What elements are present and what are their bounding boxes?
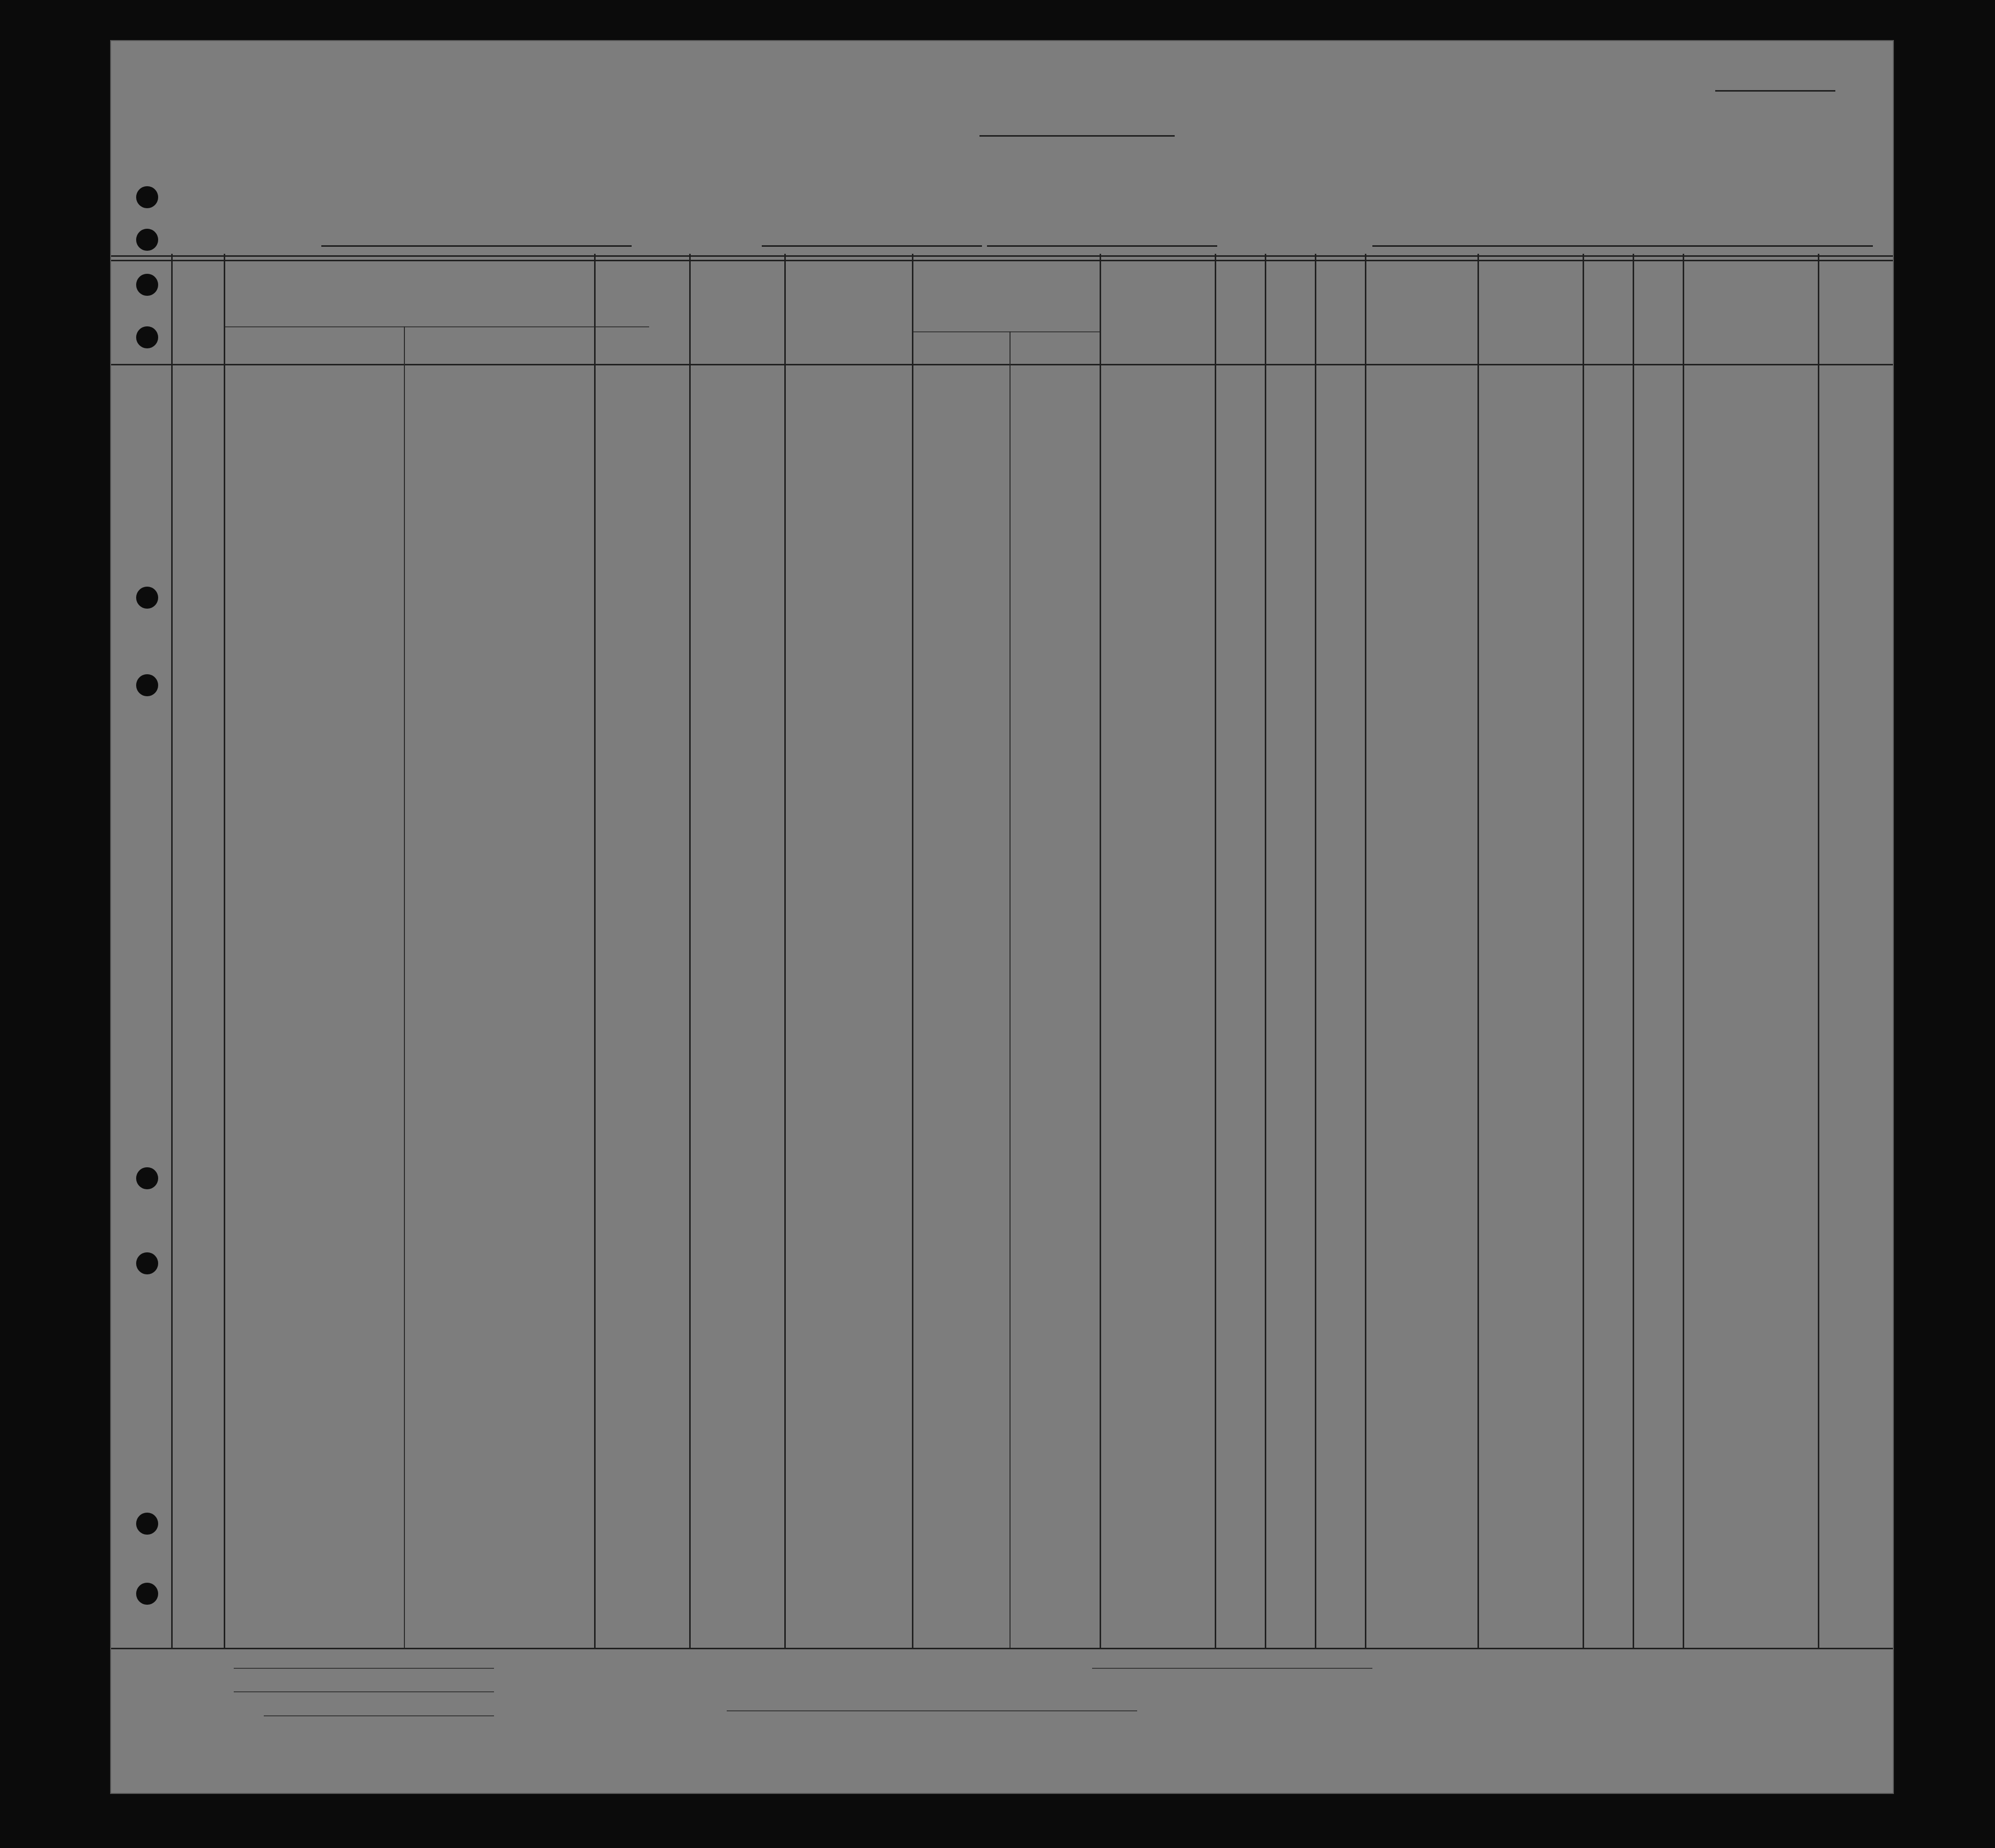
col-divider [1315, 254, 1316, 1648]
col-divider [1010, 331, 1011, 1648]
col-divider [689, 254, 691, 1648]
col14-header [1633, 269, 1683, 283]
col-divider [1365, 254, 1366, 1648]
col-divider [404, 326, 405, 1648]
port-underline [1372, 245, 1873, 247]
col12-header [1477, 269, 1583, 283]
table-top-rule [111, 255, 1893, 257]
col-divider [594, 254, 596, 1648]
table-bottom-rule [111, 1648, 1893, 1649]
manifest-sheet [110, 40, 1894, 1794]
line-underline [234, 1668, 494, 1669]
binder-hole [136, 186, 158, 208]
date-underline [987, 245, 1217, 247]
binder-hole [136, 1513, 158, 1535]
sheet-underline [1715, 90, 1835, 92]
inspector-underline [727, 1710, 1137, 1711]
purser-underline [1092, 1668, 1372, 1669]
binder-hole [136, 1252, 158, 1274]
col9-header [1265, 269, 1315, 283]
col-divider [1633, 254, 1634, 1648]
binder-hole [136, 587, 158, 609]
col-divider [1100, 254, 1101, 1648]
binder-hole [136, 1583, 158, 1605]
col-divider [784, 254, 786, 1648]
title-rule [979, 135, 1175, 137]
agents-underline [264, 1715, 494, 1716]
shipped-subheader-rule [912, 331, 1100, 332]
table-top-rule-2 [111, 260, 1893, 261]
col-divider [912, 254, 913, 1648]
name-subheader-rule [224, 326, 649, 327]
col5-header [784, 269, 912, 276]
col2-header [224, 269, 594, 275]
vessel-underline [321, 245, 632, 247]
col13-header [1583, 269, 1633, 283]
col11-header [1365, 269, 1477, 283]
binder-hole [136, 274, 158, 296]
arrival-underline [762, 245, 982, 247]
binder-hole [136, 229, 158, 251]
col-divider [1215, 254, 1216, 1648]
col-divider [171, 254, 173, 1648]
col-divider [1265, 254, 1266, 1648]
col6-header [912, 269, 1100, 276]
col-divider [1477, 254, 1479, 1648]
binder-hole [136, 1167, 158, 1189]
binder-hole [136, 674, 158, 696]
col-divider [224, 254, 225, 1648]
header-bottom-rule [111, 364, 1893, 365]
col-divider [1683, 254, 1684, 1648]
owners-underline [234, 1691, 494, 1692]
binder-hole [136, 326, 158, 348]
col-divider [1583, 254, 1584, 1648]
col10-header [1315, 269, 1365, 283]
col-divider [1818, 254, 1819, 1648]
